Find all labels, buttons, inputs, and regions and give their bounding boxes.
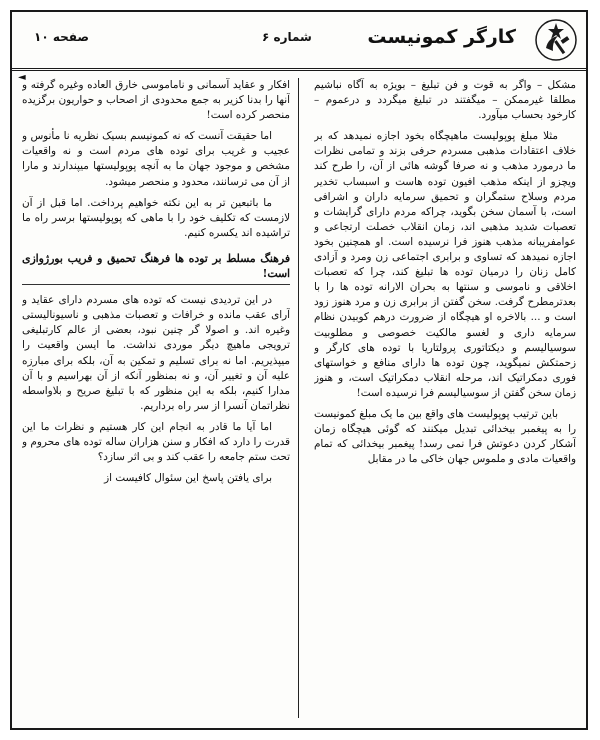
arrow-icon: ◄ xyxy=(18,72,26,83)
column-divider xyxy=(298,78,299,718)
paragraph: افکار و عقاید آسمانی و ناماموسی خارق العاده وغیره گرفته و آنها را بدنا کزیر به جمع محدودی از اصحاب و حواریون برگزیده منحصر کرده است! xyxy=(22,79,290,122)
masthead-title: کارگر کمونیست xyxy=(367,26,516,48)
paragraph: اما حقیقت آنست که نه کمونیسم بسیک نظریه نا مأنوس و عجیب و غریب برای توده های مردم است و نه واقعیات مشخص و موجود جهان ما به آنچه پوپولیستها میپندارند و مارا از آن می ترسانند، محدود و منحصر میشود. xyxy=(22,130,290,188)
page-number: صفحه ۱۰ xyxy=(34,30,89,44)
newspaper-page xyxy=(10,10,588,730)
paragraph: اما آیا ما قادر به انجام این کار هستیم و نظرات ما این قدرت را دارد که افکار و سنن هزاران ساله توده های محروم و تحت ستم جامعه را عقب کند و بی اثر سازد؟ xyxy=(22,420,290,464)
right-column xyxy=(314,78,576,718)
paragraph: مثلا مبلغ پوپولیست ماهیچگاه بخود اجازه نمیدهد که بر خلاف اعتقادات مذهبی مسردم حرفی بزند و تمامی نظرات ما درمورد مذهب و نه صرفا گوشه هائی از آن، را طرح کند ویچزو از اینکه مذهب افیون توده هاست و اسبساب تخدیر مردم وسلاح ستمگران و تحمیق سرمایه داران و اشرافی است، با آسمان سخن بگوید، چراکه مردم دارای گرایشات و تعصبات شدید مذهبی اند، زمان انقلاب خصلت ارتجاعی و عوامفریبانه مذهب هنوز فرا نرسیده است. او همچنین بخود اجازه نمیدهد که تساوی و برابری اجتماعی زن ومرد و آزادی کامل زنان را درمیان توده ها تبلیغ کند، چرا که تعصبات اخلاقی و ناموسی و سنتها به بحران الارانه توده ها را با بعدترمطرح گرفت. سخن گفتن از برابری زن و مرد هنوز زود است و ... بالاخره او هیچگاه از ضرورت درهم کوبیدن نظام سرمایه داری و لغسو مالکیت خصوصی و مطلوبیت سوسیالیسم و دیکتاتوری پرولتاریا با توده های کارگر و زحمتکش نمیگوید، چون توده ها دارای منافع و خواستهای فوری دمکراتیک اند، مرحله انقلاب دمکراتیک است، و هنوز زمان سخن گفتن از سوسیالیسم فرا نرسیده است! xyxy=(314,130,576,399)
paragraph: باین ترتیب پوپولیست های واقع بین ما یک مبلغ کمونیست را به پیغمبر بیخدائی تبدیل میکنند که گوئی هیچگاه زمان آشکار کردن دعوتش فرا نمی رسد! پیغمبر بیخدائی که تمام واقعیات مادی و ملموس جهان خاکی ما در مقابل xyxy=(314,407,576,466)
issue-number: شماره ۶ xyxy=(262,30,312,44)
paragraph: برای یافتن پاسخ این سئوال کافیست از xyxy=(104,472,272,485)
paragraph: ما باتبعین تر به این نکته خواهیم پرداخت. اما قبل از آن لازمست که تکلیف خود را با ماهی که پوپولیستها برسر راه ما تراشیده اند یکسره کنیم. xyxy=(22,196,290,239)
section-subheading: فرهنگ مسلط بر توده ها فرهنگ تحمیق و فریب بورژوازی است! xyxy=(22,251,290,285)
paragraph: مشکل – واگر به قوت و فن تبلیغ – بویژه به آگاه نباشیم مطلقا غیرممکن – میگفتند در تبلیغ میگردد و درعموم – کارخود بحساب میآورد. xyxy=(314,79,576,122)
hammer-sickle-icon xyxy=(534,18,578,62)
left-column xyxy=(22,78,290,718)
masthead xyxy=(12,12,586,71)
paragraph: در این تردیدی نیست که توده های مسردم دارای عقاید و آرای عقب مانده و خرافات و تعصبات مذهبی و ناسیونالیستی وغیره اند. و اصولا گر چنین نبود، بعضی از عالم کارتبلیغی ترویجی ماهیچ دیگر موردی نداشت. ما ایسن واقعیت را میپذیریم. اما نه برای تسلیم و تمکین به آن، بلکه برای مبارزه علیه آن و تغییر آن، و نه بمنظور آنکه از آن بهراسیم و با آن مدارا کنیم، بلکه به این منظور که با تبلیغ صریح و بلاواسطه نظراتمان آنسرا از سر راه برداریم. xyxy=(22,294,290,412)
